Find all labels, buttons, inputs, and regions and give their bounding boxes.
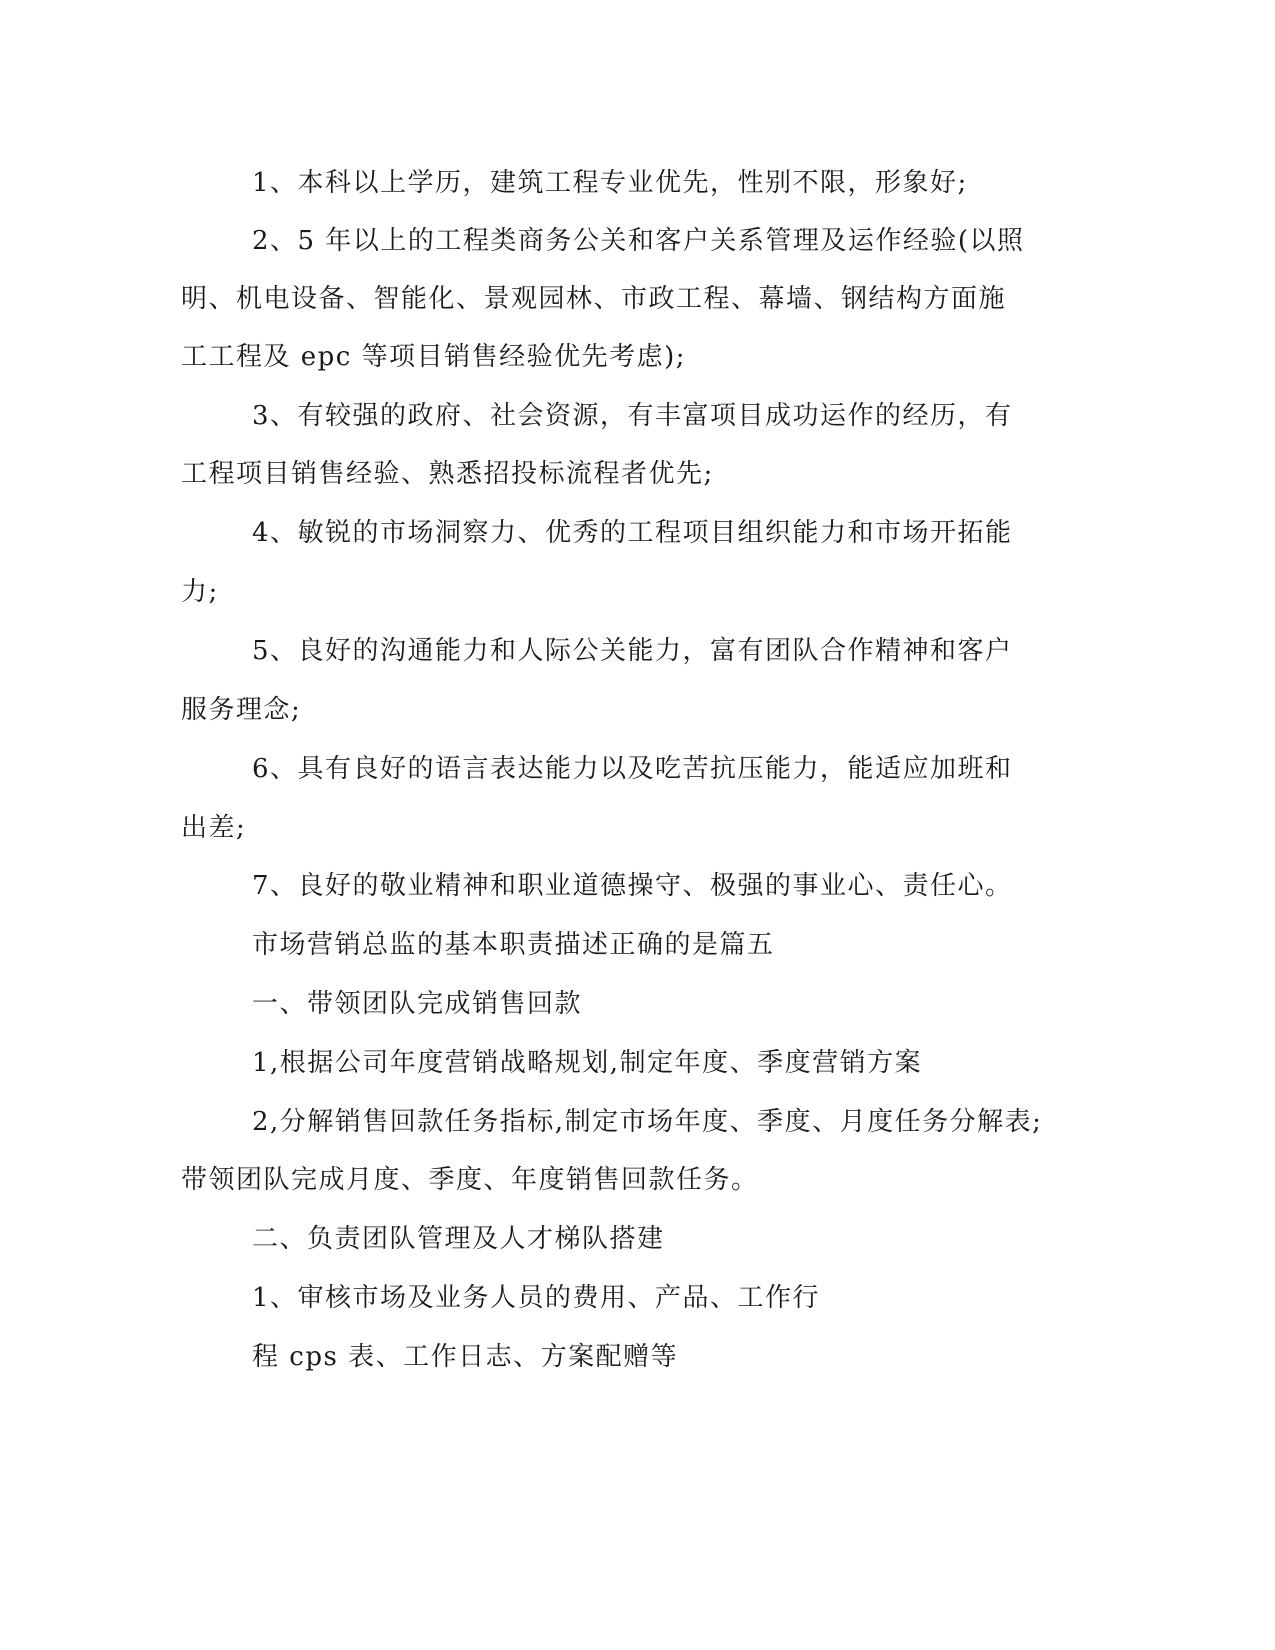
req-7-line: 7、良好的敬业精神和职业道德操守、极强的事业心、责任心。 bbox=[252, 871, 1013, 901]
mgmt-1-line-1: 1、审核市场及业务人员的费用、产品、工作行 bbox=[252, 1283, 821, 1313]
req-6-line-1: 6、具有良好的语言表达能力以及吃苦抗压能力，能适应加班和 bbox=[252, 754, 1013, 784]
req-2-line-2: 明、机电设备、智能化、景观园林、市政工程、幕墙、钢结构方面施 bbox=[181, 284, 1007, 314]
mgmt-1-line-2: 程 cps 表、工作日志、方案配赠等 bbox=[252, 1342, 679, 1372]
req-5-line-1: 5、良好的沟通能力和人际公关能力，富有团队合作精神和客户 bbox=[252, 636, 1013, 666]
heading-2: 二、负责团队管理及人才梯队搭建 bbox=[252, 1224, 665, 1254]
heading-1: 一、带领团队完成销售回款 bbox=[252, 989, 583, 1019]
req-4-line-1: 4、敏锐的市场洞察力、优秀的工程项目组织能力和市场开拓能 bbox=[252, 518, 1013, 548]
req-3-line-2: 工程项目销售经验、熟悉招投标流程者优先; bbox=[181, 459, 714, 489]
req-6-line-2: 出差; bbox=[181, 813, 247, 843]
section-title: 市场营销总监的基本职责描述正确的是篇五 bbox=[252, 930, 775, 960]
req-5-line-2: 服务理念; bbox=[181, 695, 302, 725]
req-2-line-3: 工工程及 epc 等项目销售经验优先考虑); bbox=[181, 342, 687, 372]
req-4-line-2: 力; bbox=[181, 577, 219, 607]
duty-1-line: 1,根据公司年度营销战略规划,制定年度、季度营销方案 bbox=[252, 1048, 923, 1078]
req-3-line-1: 3、有较强的政府、社会资源，有丰富项目成功运作的经历，有 bbox=[252, 401, 1013, 431]
req-1-line: 1、本科以上学历，建筑工程专业优先，性别不限，形象好; bbox=[252, 168, 968, 198]
duty-2-line-2: 带领团队完成月度、季度、年度销售回款任务。 bbox=[181, 1165, 759, 1195]
req-2-line-1: 2、5 年以上的工程类商务公关和客户关系管理及运作经验(以照 bbox=[252, 226, 1025, 256]
duty-2-line-1: 2,分解销售回款任务指标,制定市场年度、季度、月度任务分解表; bbox=[252, 1107, 1043, 1137]
